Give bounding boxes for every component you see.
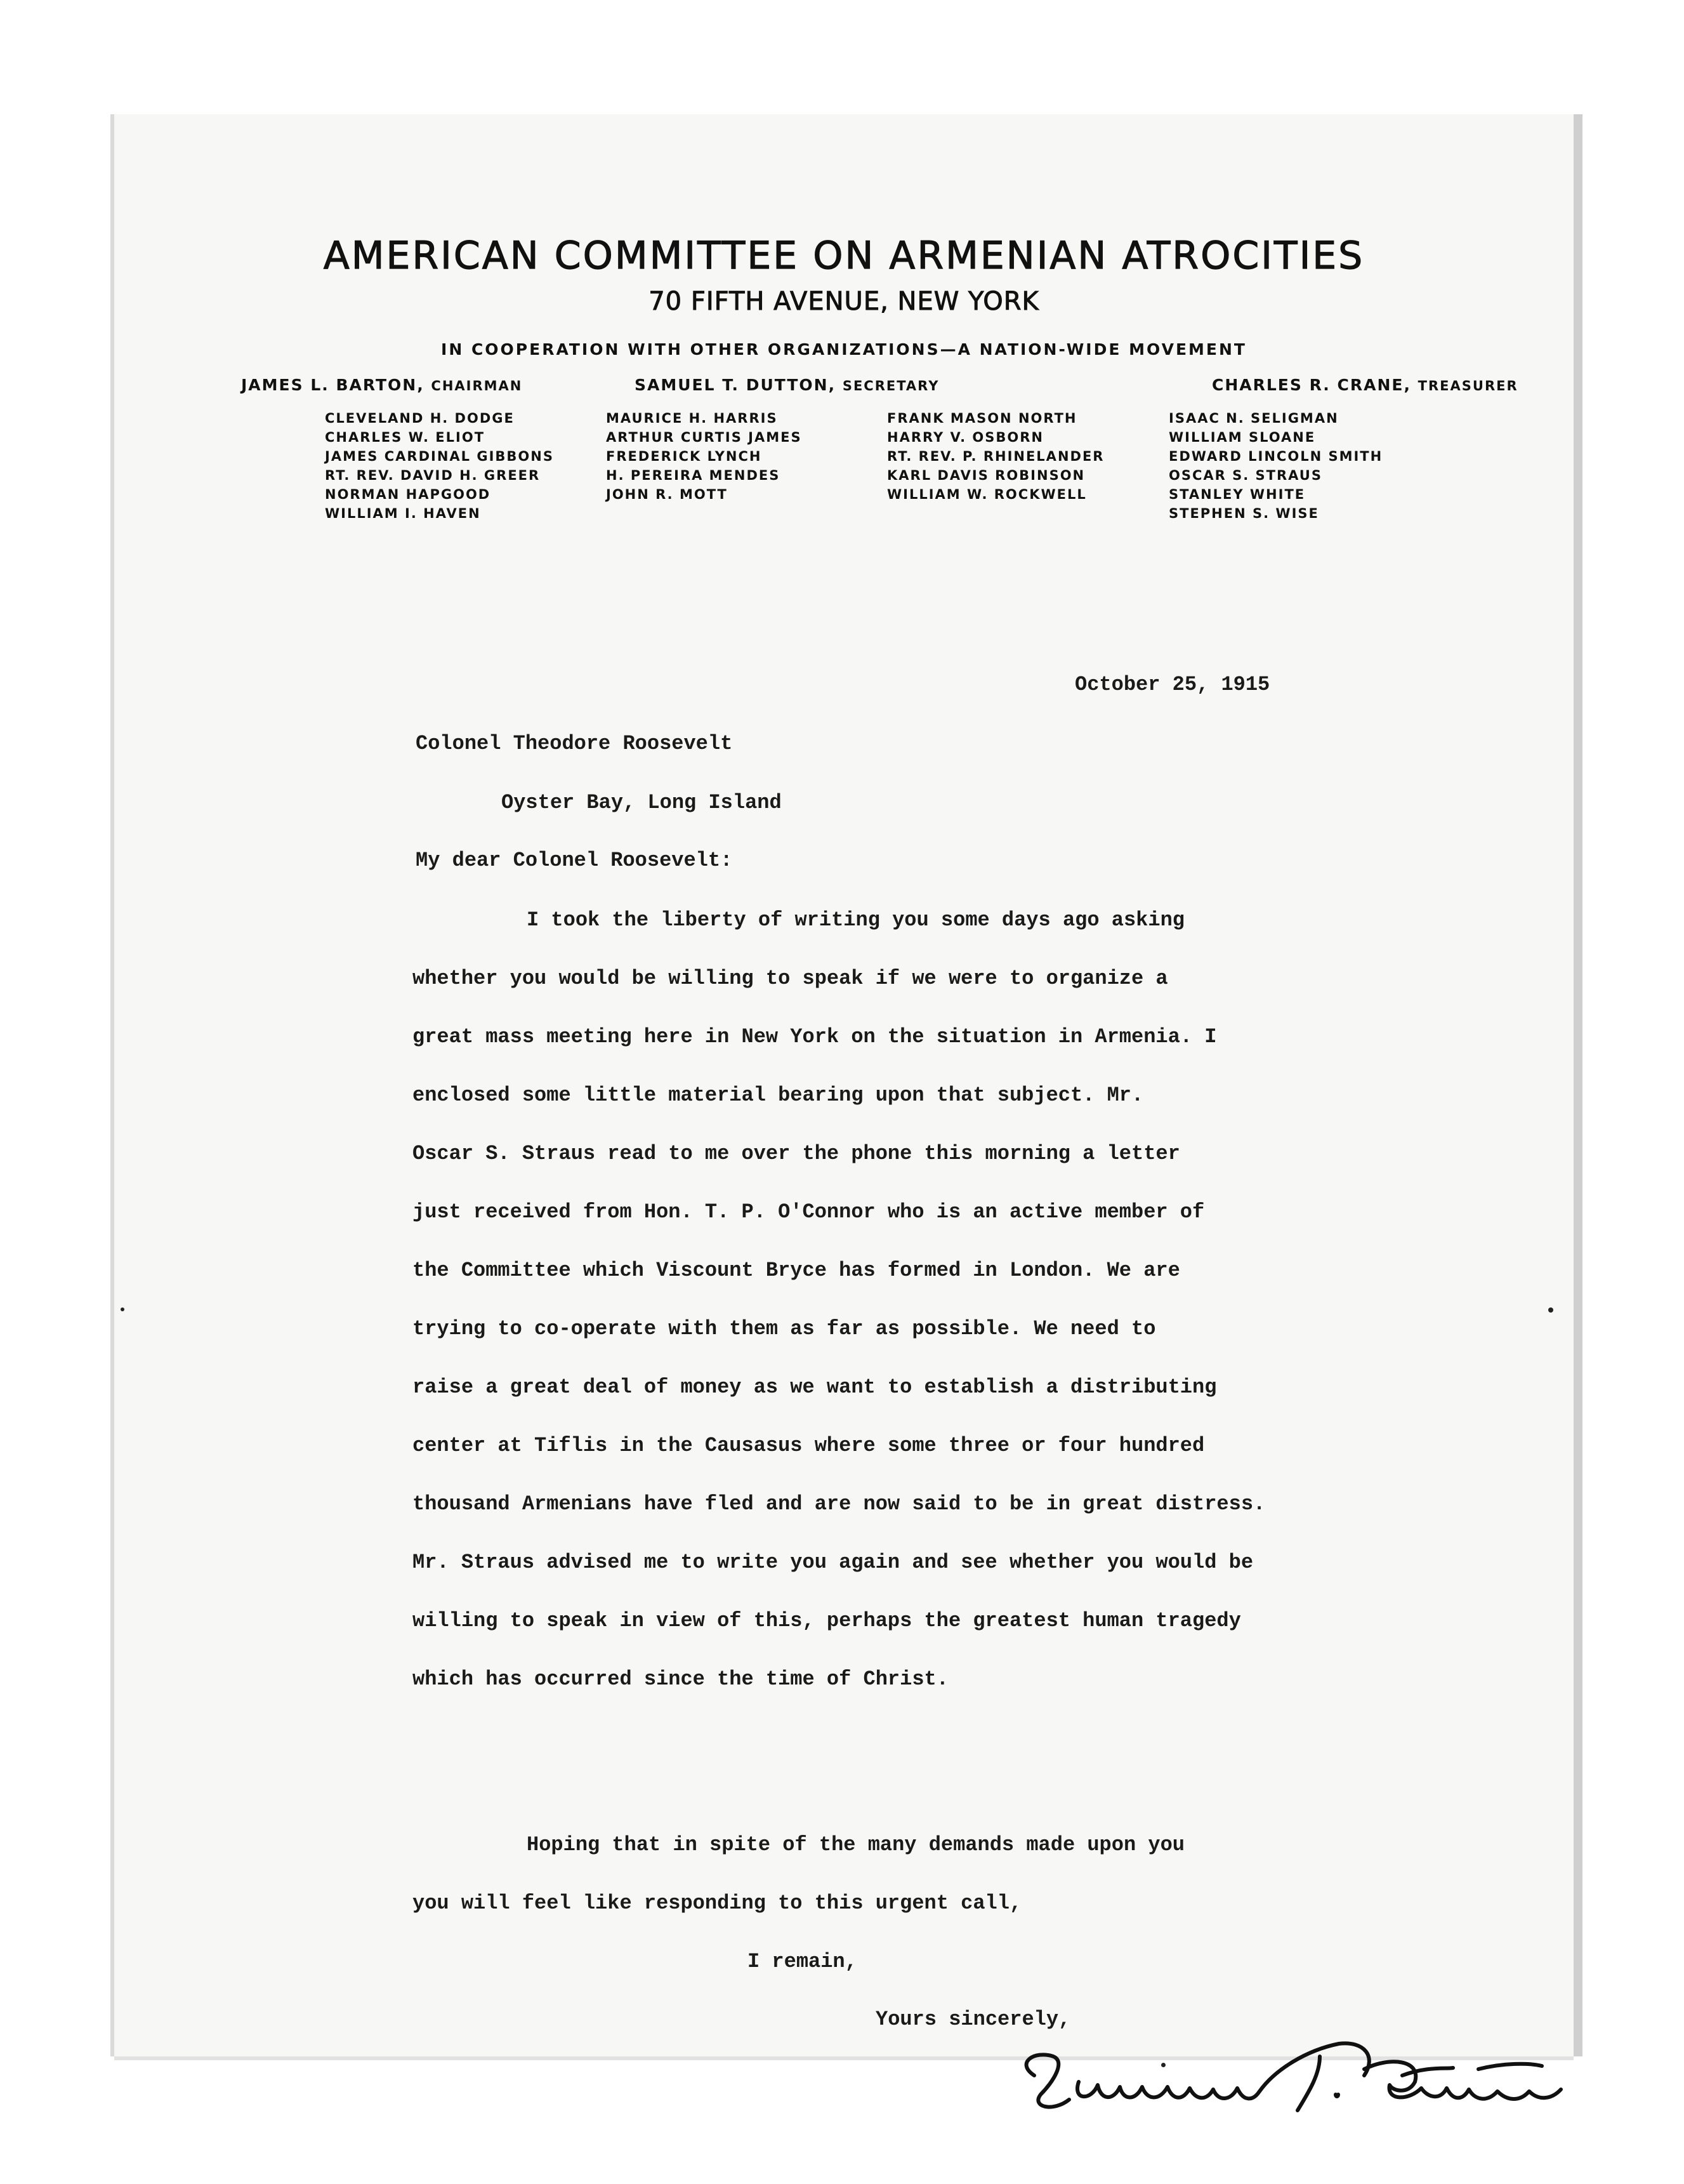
letter-page xyxy=(114,114,1574,2056)
closing-line: you will feel like responding to this urgent call, xyxy=(412,1891,1022,1915)
closing-line: Hoping that in spite of the many demands made upon you xyxy=(527,1833,1185,1856)
body-line: which has occurred since the time of Christ. xyxy=(412,1667,949,1691)
salutation: My dear Colonel Roosevelt: xyxy=(416,849,733,872)
body-line: whether you would be willing to speak if we were to organize a xyxy=(412,967,1168,990)
member-name: MAURICE H. HARRIS xyxy=(606,411,778,426)
member-column-1 xyxy=(325,409,554,523)
officer-name: CHARLES R. CRANE, xyxy=(1212,376,1411,394)
member-name: HARRY V. OSBORN xyxy=(887,430,1044,445)
member-column-3 xyxy=(887,409,1104,504)
member-name: WILLIAM SLOANE xyxy=(1169,430,1316,445)
body-line: trying to co-operate with them as far as possible. We need to xyxy=(412,1317,1156,1340)
officer-role: SECRETARY xyxy=(842,378,940,394)
letterhead-title: AMERICAN COMMITTEE ON ARMENIAN ATROCITIES xyxy=(323,234,1365,278)
member-name: ARTHUR CURTIS JAMES xyxy=(606,430,802,445)
paper-speck xyxy=(121,1307,124,1311)
recipient-name: Colonel Theodore Roosevelt xyxy=(416,732,733,755)
member-name: CHARLES W. ELIOT xyxy=(325,430,485,445)
body-line: willing to speak in view of this, perhaps the greatest human tragedy xyxy=(412,1609,1241,1632)
member-column-4 xyxy=(1169,409,1383,523)
officer-role: TREASURER xyxy=(1418,378,1518,394)
member-name: EDWARD LINCOLN SMITH xyxy=(1169,449,1383,464)
member-name: RT. REV. DAVID H. GREER xyxy=(325,468,541,483)
member-name: WILLIAM W. ROCKWELL xyxy=(887,487,1087,502)
letterhead-cooperation: IN COOPERATION WITH OTHER ORGANIZATIONS—A NATION-WIDE MOVEMENT xyxy=(441,340,1247,359)
officer-role: CHAIRMAN xyxy=(431,378,523,394)
paper-speck xyxy=(1548,1307,1553,1313)
body-paragraph xyxy=(412,908,1265,1725)
paper-speck xyxy=(1161,2063,1166,2067)
body-line: I took the liberty of writing you some days ago asking xyxy=(527,908,1185,932)
closing-paragraph xyxy=(412,1832,1185,1949)
body-line: great mass meeting here in New York on the situation in Armenia. I xyxy=(412,1025,1217,1049)
member-name: JOHN R. MOTT xyxy=(606,487,728,502)
officer-secretary xyxy=(635,376,939,394)
officer-name: JAMES L. BARTON, xyxy=(241,376,424,394)
body-line: Oscar S. Straus read to me over the phone this morning a letter xyxy=(412,1142,1180,1165)
body-line: Mr. Straus advised me to write you again and see whether you would be xyxy=(412,1551,1254,1574)
member-name: NORMAN HAPGOOD xyxy=(325,487,491,502)
member-name: STEPHEN S. WISE xyxy=(1169,506,1319,521)
letter-date: October 25, 1915 xyxy=(1075,673,1270,696)
body-line: the Committee which Viscount Bryce has formed in London. We are xyxy=(412,1259,1180,1282)
body-line: raise a great deal of money as we want to establish a distributing xyxy=(412,1375,1217,1399)
member-name: H. PEREIRA MENDES xyxy=(606,468,780,483)
member-name: OSCAR S. STRAUS xyxy=(1169,468,1322,483)
body-line: thousand Armenians have fled and are now said to be in great distress. xyxy=(412,1492,1266,1516)
member-name: ISAAC N. SELIGMAN xyxy=(1169,411,1339,426)
closing-remain: I remain, xyxy=(747,1950,857,1973)
officer-chairman xyxy=(241,376,522,394)
member-name: WILLIAM I. HAVEN xyxy=(325,506,481,521)
member-name: RT. REV. P. RHINELANDER xyxy=(887,449,1105,464)
member-name: FREDERICK LYNCH xyxy=(606,449,762,464)
signature xyxy=(1009,2031,1580,2126)
body-line: just received from Hon. T. P. O'Connor who is an active member of xyxy=(412,1200,1205,1224)
member-name: STANLEY WHITE xyxy=(1169,487,1306,502)
body-line: enclosed some little material bearing upon that subject. Mr. xyxy=(412,1083,1144,1107)
member-name: CLEVELAND H. DODGE xyxy=(325,411,515,426)
closing-sign-off: Yours sincerely, xyxy=(876,2008,1071,2031)
member-name: KARL DAVIS ROBINSON xyxy=(887,468,1086,483)
letterhead-address: 70 FIFTH AVENUE, NEW YORK xyxy=(648,287,1039,316)
officers-row xyxy=(241,376,1567,401)
officer-treasurer xyxy=(1212,376,1518,394)
officer-name: SAMUEL T. DUTTON, xyxy=(635,376,836,394)
recipient-address: Oyster Bay, Long Island xyxy=(501,791,782,814)
member-name: FRANK MASON NORTH xyxy=(887,411,1077,426)
member-name: JAMES CARDINAL GIBBONS xyxy=(325,449,554,464)
member-column-2 xyxy=(606,409,802,504)
body-line: center at Tiflis in the Causasus where some three or four hundred xyxy=(412,1434,1205,1457)
